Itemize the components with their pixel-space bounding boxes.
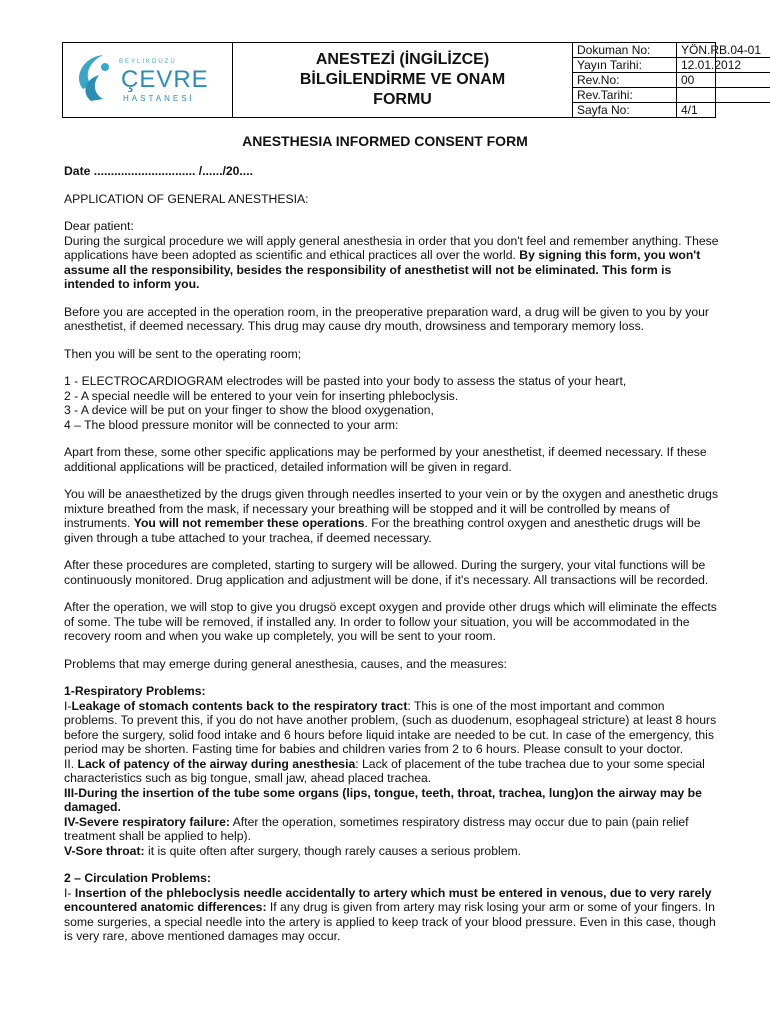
anesthetization-text: You will be anaesthetized by the drugs given through needles inserted to your vein or by the oxygen and anesthetic drugs mixture breathed from the mask, if necessary your breathing will be stopped and it will be controlled by means of instruments. — [64, 487, 719, 530]
step-item: 2 - A special needle will be entered to your vein for inserting phleboclysis. — [64, 388, 459, 403]
postop-paragraph: After the operation, we will stop to give you drugsö except oxygen and provide other drugs which will eliminate the effects of some. The tube will be removed, if installed any. In order to follow your situation, you will be accommodated in the recovery room and when you wake up completely, you will be sent to your room. — [64, 600, 717, 643]
meta-labels-column — [573, 43, 677, 117]
step-item: 3 - A device will be put on your finger to show the blood oxygenation, — [64, 403, 434, 417]
logo-small-text: BEYLİKDÜZÜ — [119, 59, 177, 65]
intro-text: During the surgical procedure we will apply general anesthesia in order that you don't feel and remember anything. These applications have been adopted as scientific and ethical practices all over the world. — [64, 233, 719, 262]
step-item: 1 - ELECTROCARDIOGRAM electrodes will be pasted into your body to assess the status of your heart, — [64, 374, 627, 388]
document-body — [64, 164, 720, 957]
form-title-line-3: FORMU — [373, 91, 432, 108]
logo-main-text: ÇEVRE — [121, 66, 209, 93]
resp-item-prefix: I- — [64, 698, 72, 713]
resp-item-5-text: it is quite often after surgery, though rarely causes a serious problem. — [144, 843, 522, 858]
date-line: Date .............................. /....../20.... — [64, 164, 253, 178]
operating-room-paragraph: Then you will be sent to the operating room; — [64, 346, 302, 361]
steps-list — [64, 374, 720, 432]
additional-applications-paragraph: Apart from these, some other specific applications may be performed by your anesthetist, if deemed necessary. If these additional applications will be practiced, detailed information will be given in regard. — [64, 445, 707, 474]
circulation-heading: 2 – Circulation Problems: — [64, 871, 211, 885]
resp-item-1-title: Leakage of stomach contents back to the respiratory tract — [71, 698, 408, 713]
resp-item-2-title: Lack of patency of the airway during anesthesia — [77, 756, 356, 771]
document-title: ANESTHESIA INFORMED CONSENT FORM — [242, 133, 528, 149]
anesthetization-bold-text: You will not remember these operations — [133, 516, 365, 530]
circ-item-1-text: If any drug is given from artery may risk losing your arm or some of your fingers. In some surgeries, a special needle into the artery is applied to keep track of your blood pressure. Even in this case, though is very rare, above mentioned damages may occur. — [64, 900, 716, 943]
document-header-table — [62, 42, 762, 118]
surgery-paragraph: After these procedures are completed, starting to surgery will be allowed. During the surgery, your vital functions will be continuously monitored. Drug application and adjustment will be done, if it's necessary. All transactions will be recorded. — [64, 558, 709, 587]
meta-label: Sayfa No: — [577, 103, 630, 117]
resp-item-5-title: V-Sore throat: — [64, 843, 145, 858]
form-title-cell — [233, 43, 573, 117]
meta-label: Dokuman No: — [573, 43, 676, 58]
form-title-line-2: BİLGİLENDİRME VE ONAM — [299, 71, 506, 88]
circ-item-1-title: Insertion of the phleboclysis needle accidentally to artery which must be entered in venous, due to very rarely encountered anatomic differences: — [64, 885, 712, 914]
meta-label: Rev.No: — [573, 73, 676, 88]
hospital-logo — [69, 49, 229, 113]
meta-value: 12.01.2012 — [677, 58, 770, 73]
step-item: 4 – The blood pressure monitor will be connected to your arm: — [64, 417, 399, 432]
salutation: Dear patient: — [64, 219, 134, 233]
anesthetization-paragraph — [64, 487, 720, 545]
meta-value: 4/1 — [681, 103, 698, 117]
meta-values-column — [677, 43, 770, 117]
intro-paragraph — [64, 234, 720, 292]
meta-value: YÖN.RB.04-01 — [677, 43, 770, 58]
respiratory-problems-section — [64, 684, 720, 858]
circ-item-prefix: I- — [64, 885, 75, 900]
resp-item-1-text: : This is one of the most important and common problems. To prevent this, if you do not have another problem, (such as duodenum, esophageal stricture) at least 8 hours before the surgery, solid food intake and 6 hours before liquid intake are needed to be cut. In case of the emergency, this period may be shorten. Fasting time for babies and children varies from 2 to 6 hours. Please consult to your doctor. — [64, 698, 717, 756]
anesthetization-text-2: . For the breathing control oxygen and anesthetic drugs will be given through a tube attached to your trachea, if deemed necessary. — [64, 516, 701, 545]
preop-paragraph: Before you are accepted in the operation room, in the preoperative preparation ward, a drug will be given to you by your anesthetist, if deemed necessary. This drug may cause dry mouth, drowsiness and temporary memory loss. — [64, 304, 709, 333]
resp-item-4-text: After the operation, sometimes respiratory distress may occur due to pain (pain relief treatment shall be applied to help). — [64, 814, 689, 843]
meta-label: Yayın Tarihi: — [573, 58, 676, 73]
meta-value — [677, 88, 770, 103]
resp-item-3-title: III-During the insertion of the tube some organs (lips, tongue, teeth, throat, trachea, lung)on the airway may be damaged. — [64, 785, 702, 814]
logo-sub-text: HASTANESİ — [123, 94, 195, 103]
circulation-problems-section — [64, 871, 720, 944]
resp-item-prefix: II. — [64, 756, 78, 771]
meta-value: 00 — [677, 73, 770, 88]
intro-bold-text: By signing this form, you won't assume all the responsibility, besides the responsibility of anesthetist will not be eliminated. This form is intended to inform you. — [64, 248, 701, 291]
resp-item-2-text: : Lack of placement of the tube trachea due to your some special characteristics such as big tongue, small jaw, ahead placed trachea. — [64, 756, 705, 785]
problems-intro: Problems that may emerge during general anesthesia, causes, and the measures: — [64, 656, 508, 671]
meta-label: Rev.Tarihi: — [573, 88, 676, 103]
resp-item-4-title: IV-Severe respiratory failure: — [64, 814, 230, 829]
section-heading: APPLICATION OF GENERAL ANESTHESIA: — [64, 191, 309, 206]
logo-cell — [63, 43, 233, 117]
respiratory-heading: 1-Respiratory Problems: — [64, 684, 206, 698]
form-title-line-1: ANESTEZİ (İNGİLİZCE) — [315, 51, 490, 68]
